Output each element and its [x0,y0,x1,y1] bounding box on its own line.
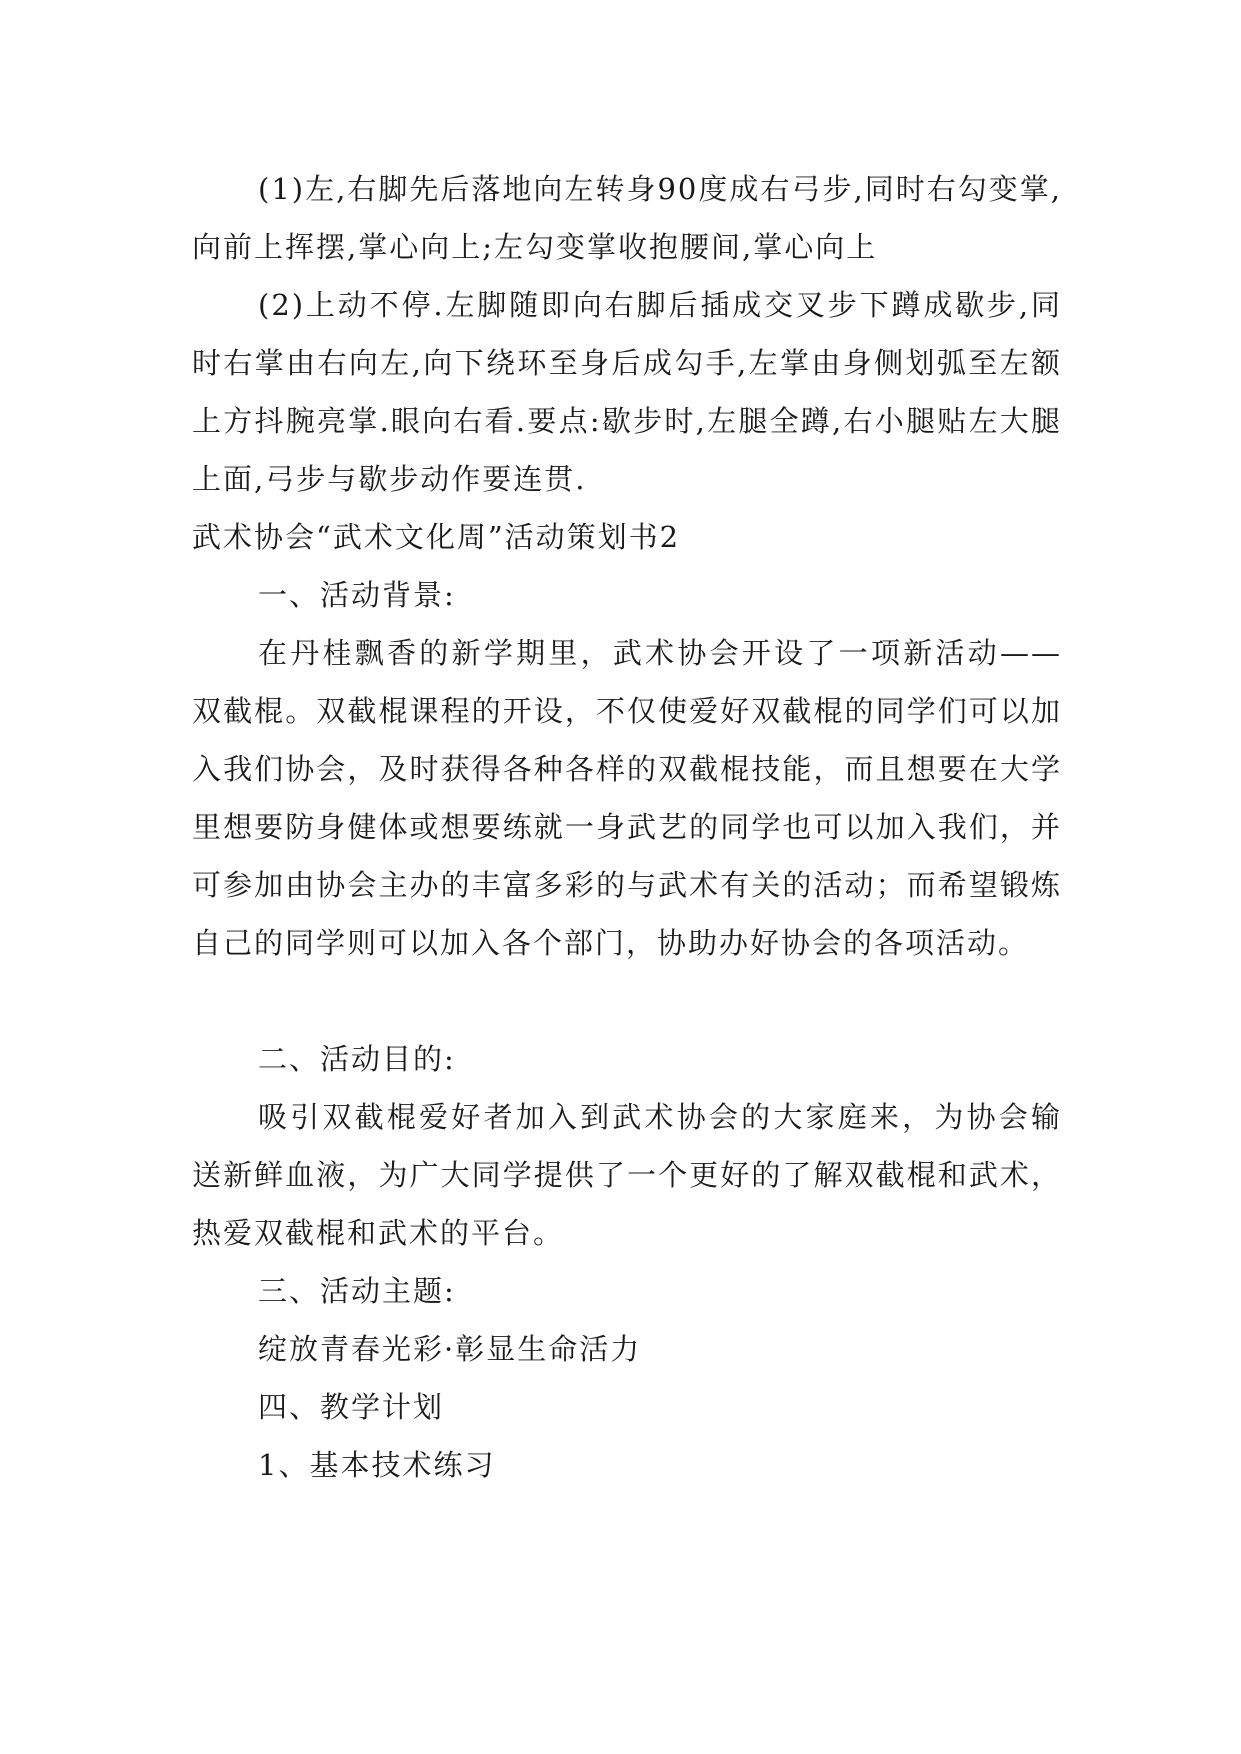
theme-text: 绽放青春光彩·彰显生命活力 [258,1332,642,1366]
section-heading-plan: 四、教学计划 [258,1390,445,1424]
section-heading-purpose: 二、活动目的: [258,1042,456,1076]
plan-item-1: 1、基本技术练习 [258,1448,496,1482]
document-title: 武术协会“武术文化周”活动策划书2 [192,520,681,554]
section-heading-theme: 三、活动主题: [258,1274,456,1308]
paragraph-background: 在丹桂飘香的新学期里，武术协会开设了一项新活动——双截棍。双截棍课程的开设，不仅使爱好双截棍的同学们可以加入我们协会，及时获得各种各样的双截棍技能，而且想要在大学里想要防身健体或想要练就一身武艺的同学也可以加入我们，并可参加由协会主办的丰富多彩的与武术有关的活动；而希望锻炼自己的同学则可以加入各个部门，协助办好协会的各项活动。 [192,636,1062,960]
section-heading-background: 一、活动背景: [258,578,456,612]
paragraph-step-1: (1)左,右脚先后落地向左转身90度成右弓步,同时右勾变掌,向前上挥摆,掌心向上;左勾变掌收抱腰间,掌心向上 [192,172,1062,264]
paragraph-step-2: (2)上动不停.左脚随即向右脚后插成交叉步下蹲成歇步,同时右掌由右向左,向下绕环至身后成勾手,左掌由身侧划弧至左额上方抖腕亮掌.眼向右看.要点:歇步时,左腿全蹲,右小腿贴左大腿上面,弓步与歇步动作要连贯. [192,288,1062,496]
paragraph-purpose: 吸引双截棍爱好者加入到武术协会的大家庭来，为协会输送新鲜血液，为广大同学提供了一个更好的了解双截棍和武术，热爱双截棍和武术的平台。 [192,1100,1062,1250]
